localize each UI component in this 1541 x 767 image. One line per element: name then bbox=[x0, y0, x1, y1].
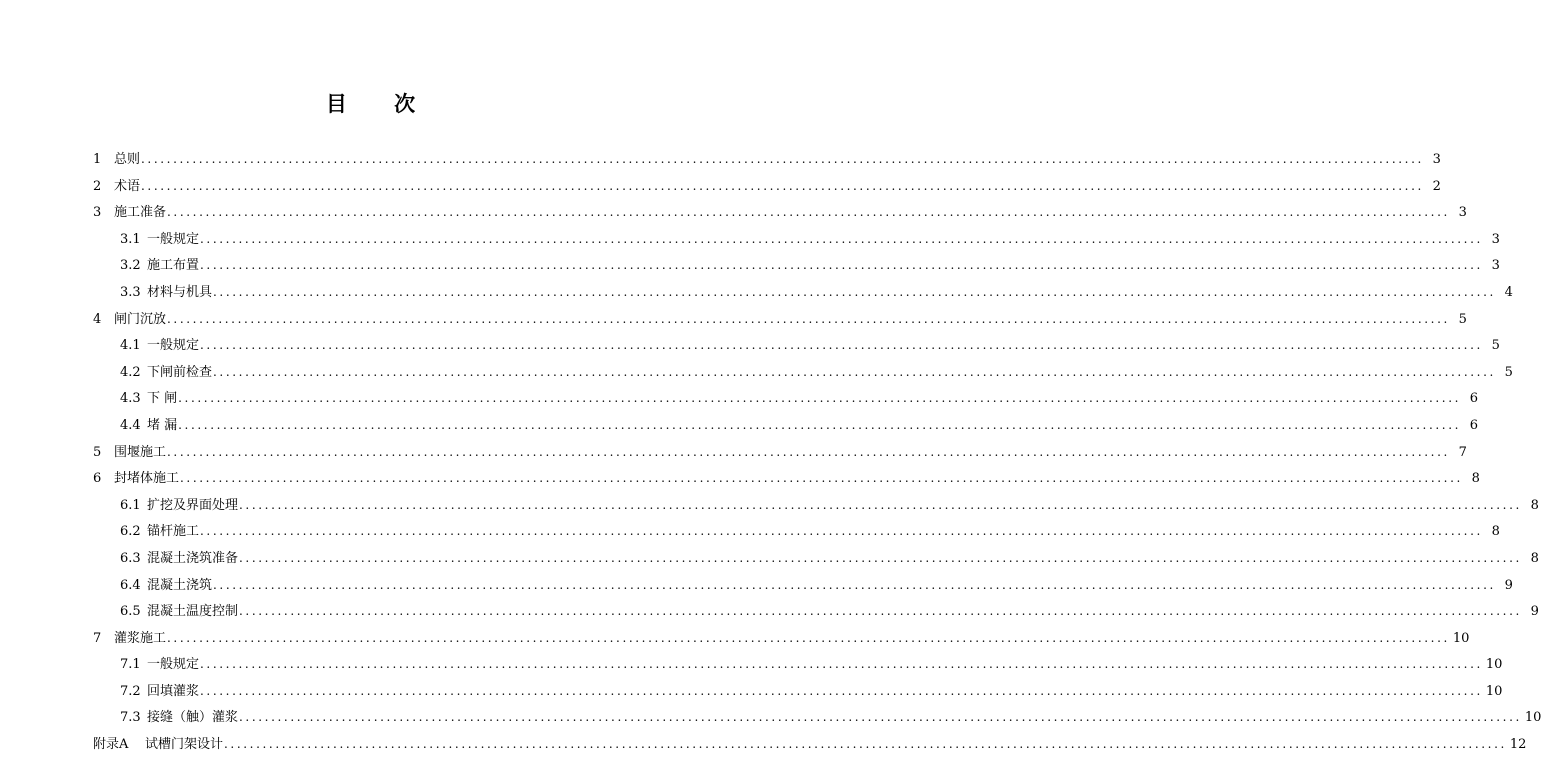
toc-entry-number: 3.1 bbox=[120, 231, 141, 247]
toc-entry-label: 封堵体施工 bbox=[114, 471, 180, 487]
toc-entry-label: 混凝土浇筑 bbox=[147, 577, 213, 593]
toc-entry-label: 术语 bbox=[114, 178, 141, 194]
toc-entry-label: 接缝（触）灌浆 bbox=[147, 710, 239, 726]
toc-entry[interactable] bbox=[93, 653, 1503, 680]
toc-entry-number: 4.2 bbox=[120, 364, 141, 380]
toc-entry-page-number: 5 bbox=[1458, 311, 1467, 327]
toc-entry-label: 材料与机具 bbox=[147, 284, 213, 300]
toc-entry-page-number: 4 bbox=[1504, 284, 1513, 300]
toc-entry[interactable] bbox=[93, 467, 1480, 494]
toc-entry-label: 一般规定 bbox=[147, 338, 200, 354]
toc-entry-page-number: 3 bbox=[1491, 258, 1500, 274]
toc-entry-number: 7.2 bbox=[120, 683, 141, 699]
toc-entry[interactable] bbox=[93, 201, 1467, 228]
toc-entry[interactable] bbox=[93, 175, 1441, 202]
toc-entry-number: 6.2 bbox=[120, 524, 141, 540]
toc-entry-label: 一般规定 bbox=[147, 657, 200, 673]
toc-entry-label: 一般规定 bbox=[147, 231, 200, 247]
page-title: 目 次 bbox=[325, 91, 436, 116]
toc-entry-number: 7 bbox=[93, 630, 102, 646]
toc-entry-page-number: 8 bbox=[1530, 550, 1539, 566]
toc-entry-page-number: 8 bbox=[1491, 524, 1500, 540]
toc-entry-label: 灌浆施工 bbox=[114, 630, 167, 646]
toc-entry-page-number: 9 bbox=[1504, 577, 1513, 593]
toc-entry-page-number: 12 bbox=[1509, 737, 1527, 753]
toc-entry[interactable] bbox=[93, 361, 1513, 388]
toc-entry-number: 2 bbox=[93, 178, 102, 194]
toc-entry[interactable] bbox=[93, 600, 1539, 627]
toc-entry-page-number: 5 bbox=[1491, 338, 1500, 354]
toc-entry[interactable] bbox=[93, 308, 1467, 335]
toc-entry-page-number: 6 bbox=[1469, 391, 1479, 407]
toc-entry[interactable] bbox=[93, 574, 1513, 601]
toc-entry-label: 混凝土温度控制 bbox=[147, 604, 239, 620]
toc-entry-label: 施工准备 bbox=[114, 205, 167, 221]
toc-entry-number: 7.3 bbox=[120, 710, 141, 726]
toc-entry-number: 3 bbox=[93, 205, 102, 221]
toc-entry-number: 4 bbox=[93, 311, 102, 327]
toc-entry-number: 6.4 bbox=[120, 577, 141, 593]
toc-entry[interactable] bbox=[93, 547, 1539, 574]
toc-entry-number: 3.3 bbox=[120, 284, 141, 300]
dot-leader: ........................................................................................................................................................................................................ bbox=[200, 258, 1483, 273]
toc-entry-number: 4.3 bbox=[120, 391, 141, 407]
dot-leader: ........................................................................................................................................................................................................ bbox=[239, 550, 1522, 565]
toc-entry-label: 扩挖及界面处理 bbox=[147, 497, 239, 513]
toc-entry[interactable] bbox=[93, 520, 1500, 547]
toc-entry-number: 4.1 bbox=[120, 338, 141, 354]
toc-entry-number: 7.1 bbox=[120, 657, 141, 673]
toc-entry-page-number: 10 bbox=[1452, 630, 1470, 646]
dot-leader: ........................................................................................................................................................................................................ bbox=[167, 205, 1450, 220]
toc-entry-label: 闸门沉放 bbox=[114, 311, 167, 327]
toc-entry-page-number: 3 bbox=[1458, 205, 1467, 221]
dot-leader: ........................................................................................................................................................................................................ bbox=[200, 524, 1483, 539]
toc-entry-label: 试槽门架设计 bbox=[145, 737, 224, 753]
toc-entry[interactable] bbox=[93, 148, 1441, 175]
toc-entry-page-number: 9 bbox=[1530, 604, 1539, 620]
toc-entry[interactable] bbox=[93, 494, 1539, 521]
dot-leader: ........................................................................................................................................................................................................ bbox=[167, 311, 1450, 326]
toc-entry-number: 附录A bbox=[93, 737, 129, 753]
dot-leader: ........................................................................................................................................................................................................ bbox=[178, 391, 1462, 406]
toc-entry-page-number: 10 bbox=[1485, 657, 1503, 673]
toc-entry-page-number: 8 bbox=[1471, 471, 1480, 487]
dot-leader: ........................................................................................................................................................................................................ bbox=[200, 683, 1483, 698]
toc-entry-page-number: 3 bbox=[1491, 231, 1500, 247]
toc-entry-label: 下 闸 bbox=[147, 391, 178, 407]
toc-entry-page-number: 10 bbox=[1485, 683, 1503, 699]
toc-entry[interactable] bbox=[93, 706, 1541, 733]
dot-leader: ........................................................................................................................................................................................................ bbox=[141, 178, 1424, 193]
dot-leader: ........................................................................................................................................................................................................ bbox=[213, 284, 1496, 299]
toc-entry[interactable] bbox=[93, 387, 1479, 414]
dot-leader: ........................................................................................................................................................................................................ bbox=[167, 444, 1450, 459]
dot-leader: ........................................................................................................................................................................................................ bbox=[178, 417, 1462, 432]
toc-entry-page-number: 5 bbox=[1504, 364, 1513, 380]
toc-entry-page-number: 8 bbox=[1530, 497, 1539, 513]
toc-entry[interactable] bbox=[93, 627, 1470, 654]
toc-entry-page-number: 6 bbox=[1469, 417, 1479, 433]
toc-entry-number: 6 bbox=[93, 471, 102, 487]
toc-entry[interactable] bbox=[93, 414, 1479, 441]
dot-leader: ........................................................................................................................................................................................................ bbox=[239, 604, 1522, 619]
toc-entry-number: 6.5 bbox=[120, 604, 141, 620]
dot-leader: ........................................................................................................................................................................................................ bbox=[239, 497, 1522, 512]
toc-entry-page-number: 2 bbox=[1432, 178, 1441, 194]
dot-leader: ........................................................................................................................................................................................................ bbox=[224, 737, 1507, 752]
dot-leader: ........................................................................................................................................................................................................ bbox=[200, 231, 1483, 246]
dot-leader: ........................................................................................................................................................................................................ bbox=[180, 471, 1463, 486]
toc-entry[interactable] bbox=[93, 680, 1503, 707]
toc-entry-label: 总则 bbox=[114, 152, 141, 167]
toc-entry-label: 围堰施工 bbox=[114, 444, 167, 460]
dot-leader: ........................................................................................................................................................................................................ bbox=[213, 364, 1496, 379]
toc-entry[interactable] bbox=[93, 228, 1500, 255]
dot-leader: ........................................................................................................................................................................................................ bbox=[167, 630, 1450, 645]
dot-leader: ........................................................................................................................................................................................................ bbox=[141, 152, 1424, 166]
toc-entry-label: 堵 漏 bbox=[147, 417, 178, 433]
toc-entry-page-number: 10 bbox=[1524, 710, 1541, 726]
dot-leader: ........................................................................................................................................................................................................ bbox=[200, 338, 1483, 353]
table-of-contents bbox=[93, 148, 1541, 760]
toc-entry-label: 下闸前检查 bbox=[147, 364, 213, 380]
toc-entry-number: 4.4 bbox=[120, 417, 141, 433]
toc-entry[interactable] bbox=[93, 334, 1500, 361]
toc-entry[interactable] bbox=[93, 254, 1500, 281]
toc-entry-page-number: 7 bbox=[1458, 444, 1467, 460]
dot-leader: ........................................................................................................................................................................................................ bbox=[213, 577, 1496, 592]
toc-entry-number: 3.2 bbox=[120, 258, 141, 274]
toc-entry[interactable] bbox=[93, 441, 1467, 468]
toc-entry-label: 锚杆施工 bbox=[147, 524, 200, 540]
dot-leader: ........................................................................................................................................................................................................ bbox=[200, 657, 1483, 672]
toc-entry[interactable] bbox=[93, 733, 1527, 760]
toc-entry-number: 5 bbox=[93, 444, 102, 460]
dot-leader: ........................................................................................................................................................................................................ bbox=[239, 710, 1522, 725]
toc-entry-page-number: 3 bbox=[1432, 152, 1441, 167]
toc-entry-label: 混凝土浇筑准备 bbox=[147, 550, 239, 566]
toc-entry-number: 1 bbox=[93, 152, 102, 167]
toc-entry-label: 施工布置 bbox=[147, 258, 200, 274]
toc-entry-label: 回填灌浆 bbox=[147, 683, 200, 699]
toc-entry[interactable] bbox=[93, 281, 1513, 308]
toc-entry-number: 6.3 bbox=[120, 550, 141, 566]
toc-entry-number: 6.1 bbox=[120, 497, 141, 513]
